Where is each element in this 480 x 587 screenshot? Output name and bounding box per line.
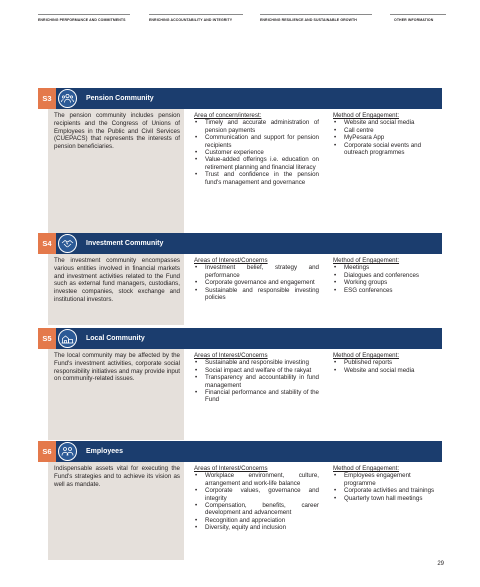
interests-list [194, 264, 319, 301]
section-pension-community [38, 88, 442, 233]
list-item: • Employees engagement programme [333, 472, 439, 487]
list-item: • Customer experience [194, 149, 319, 156]
list-item: • Recognition and appreciation [194, 517, 319, 524]
nav-item-accountability[interactable]: ENRICHING ACCOUNTABILITY AND INTEGRITY [149, 14, 243, 22]
interests-column [194, 257, 319, 301]
description-panel [48, 254, 184, 325]
interests-heading: Areas of Interest/Concerns [194, 352, 268, 359]
description-text: The local community may be affected by the Fund's investment activities, corporate social responsibility initiatives and may provide input on community-related issues. [54, 352, 180, 383]
list-item: • Transparency and accountability in fund management [194, 374, 319, 389]
interests-heading: Areas of Interest/Concerns [194, 465, 268, 472]
description-panel [48, 462, 184, 560]
engagement-list [333, 472, 439, 502]
list-item: • Sustainable and responsible investing policies [194, 287, 319, 302]
interests-column [194, 352, 319, 404]
nav-item-performance[interactable]: ENRICHING PERFORMANCE AND COMMITMENTS [38, 14, 130, 22]
engagement-column [333, 352, 439, 374]
list-item: • Workplace environment, culture, arrangement and work-life balance [194, 472, 319, 487]
section-body [38, 349, 442, 440]
section-code-badge: S4 [38, 233, 56, 254]
engagement-column [333, 465, 439, 502]
list-item: • MyPesara App [333, 134, 439, 141]
list-item: • Corporate governance and engagement [194, 279, 319, 286]
list-item: • Corporate values, governance and integrity [194, 487, 319, 502]
list-item: • ESG conferences [333, 287, 439, 294]
description-panel [48, 349, 184, 440]
section-body [38, 462, 442, 560]
engagement-heading: Method of Engagement: [333, 352, 400, 359]
engagement-list [333, 359, 439, 374]
section-code-badge: S3 [38, 88, 56, 109]
list-item: • Published reports [333, 359, 439, 366]
interests-column [194, 465, 319, 532]
handshake-icon [58, 234, 77, 253]
list-item: • Diversity, equity and inclusion [194, 524, 319, 531]
engagement-heading: Method of Engagement: [333, 112, 400, 119]
list-item: • Value-added offerings i.e. education on retirement planning and financial literacy [194, 156, 319, 171]
section-local-community [38, 328, 442, 440]
nav-item-other-information[interactable]: OTHER INFORMATION [390, 14, 446, 22]
nav-item-resilience[interactable]: ENRICHING RESILIENCE AND SUSTAINABLE GROWTH [260, 14, 372, 22]
section-code-badge: S5 [38, 328, 56, 349]
section-body [38, 109, 442, 233]
interests-column [194, 112, 319, 186]
engagement-list [333, 264, 439, 294]
list-item: • Financial performance and stability of the Fund [194, 389, 319, 404]
employees-icon [58, 442, 77, 461]
section-header [38, 88, 442, 109]
list-item: • Call centre [333, 127, 439, 134]
section-employees [38, 441, 442, 560]
interests-heading: Areas of Interest/Concerns [194, 257, 268, 264]
section-header [38, 233, 442, 254]
description-text: Indispensable assets vital for executing the Fund's strategies and to achieve its vision as well as mandate. [54, 465, 180, 488]
section-body [38, 254, 442, 325]
section-title: Pension Community [86, 95, 154, 102]
list-item: • Corporate activities and trainings [333, 487, 439, 494]
people-group-icon [58, 89, 77, 108]
list-item: • Social impact and welfare of the rakyat [194, 367, 319, 374]
section-title: Employees [86, 448, 123, 455]
list-item: • Quarterly town hall meetings [333, 495, 439, 502]
page-number: 29 [437, 561, 444, 567]
list-item: • Investment belief, strategy and performance [194, 264, 319, 279]
engagement-list [333, 119, 439, 156]
list-item: • Meetings [333, 264, 439, 271]
engagement-heading: Method of Engagement: [333, 465, 400, 472]
engagement-heading: Method of Engagement: [333, 257, 400, 264]
list-item: • Compensation, benefits, career development and advancement [194, 502, 319, 517]
interests-list [194, 119, 319, 186]
engagement-column [333, 257, 439, 294]
list-item: • Dialogues and conferences [333, 272, 439, 279]
section-title: Investment Community [86, 240, 164, 247]
description-text: The pension community includes pension recipients and the Congress of Unions of Employees in the Public and Civil Services (CUEPACS) that represents the interests of pension beneficiaries. [54, 112, 180, 151]
description-panel [48, 109, 184, 233]
list-item: • Timely and accurate administration of pension payments [194, 119, 319, 134]
section-code-badge: S6 [38, 441, 56, 462]
list-item: • Communication and support for pension recipients [194, 134, 319, 149]
list-item: • Website and social media [333, 119, 439, 126]
section-title: Local Community [86, 335, 145, 342]
list-item: • Website and social media [333, 367, 439, 374]
list-item: • Working groups [333, 279, 439, 286]
section-header [38, 441, 442, 462]
list-item: • Corporate social events and outreach programmes [333, 142, 439, 157]
top-navigation [38, 14, 442, 30]
section-investment-community [38, 233, 442, 325]
list-item: • Trust and confidence in the pension fund's management and governance [194, 171, 319, 186]
description-text: The investment community encompasses various entities involved in financial markets and investment activities related to the Fund such as external fund managers, custodians, investee companies, stock exchange and institutional investors. [54, 257, 180, 303]
engagement-column [333, 112, 439, 156]
interests-list [194, 472, 319, 531]
interests-list [194, 359, 319, 403]
community-icon [58, 329, 77, 348]
list-item: • Sustainable and responsible investing [194, 359, 319, 366]
interests-heading: Area of concern/interest: [194, 112, 262, 119]
section-header [38, 328, 442, 349]
